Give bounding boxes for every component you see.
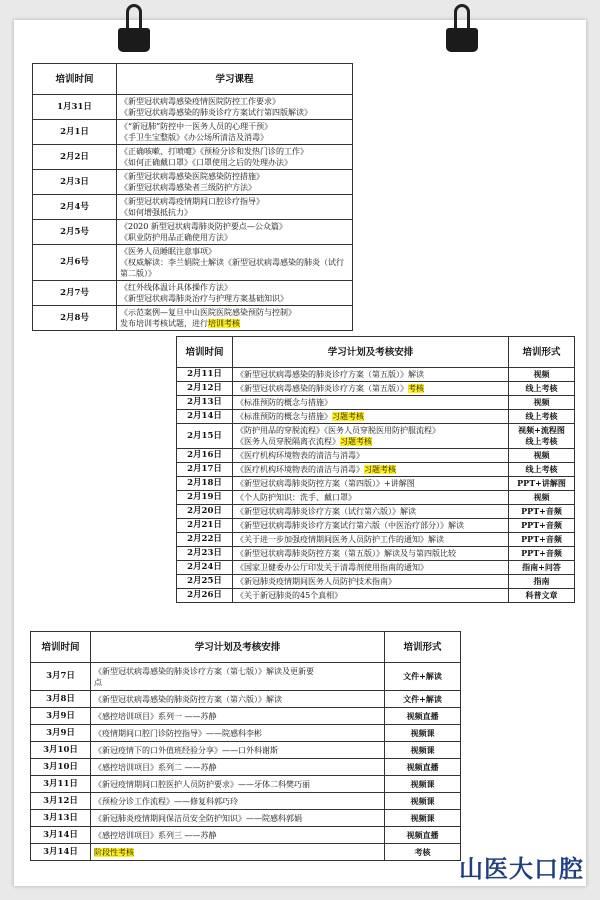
course-line [236, 450, 505, 461]
format-text: 线上考核 [525, 464, 558, 474]
highlighted-text: 习题考核 [364, 465, 396, 474]
course-line [94, 779, 381, 790]
course-text: 《新型冠状病毒肺炎防控方案（第四版）》+讲解图 [236, 479, 415, 488]
format-cell [509, 533, 575, 547]
course-text: 《感控培训项目》系列三 ——苏静 [94, 830, 217, 840]
course-text: 《新型冠状病毒肺炎治疗与护理方案基础知识》 [120, 294, 288, 303]
course-line [120, 157, 349, 168]
course-cell [233, 463, 509, 477]
format-text: 指南+问答 [522, 562, 561, 572]
course-line [120, 221, 349, 232]
plan-table-mar [30, 631, 461, 861]
format-text: 视频直播 [406, 761, 439, 772]
table-row [177, 368, 575, 382]
course-text: 《新型冠状病毒感染疫情医院防控工作要求》 [120, 97, 280, 106]
format-text: 视频课 [410, 812, 435, 823]
course-text: 《新冠疫情下的口外值班经验分享》——口外科谢斯 [94, 745, 278, 755]
course-line [236, 369, 505, 380]
highlighted-text: 考核 [408, 384, 424, 393]
course-cell [117, 170, 353, 195]
course-line [94, 796, 381, 807]
course-text: 《新型冠状病毒感染的肺炎诊疗方案（第七版）》解读及更新要 [94, 666, 314, 676]
course-line [236, 576, 505, 587]
course-line [236, 548, 505, 559]
course-line [236, 492, 505, 503]
date-cell: 2月11日 [177, 368, 233, 382]
table-row [177, 547, 575, 561]
date-cell: 1月31日 [33, 95, 117, 120]
column-header: 培训时间 [177, 337, 233, 368]
course-cell [91, 793, 385, 810]
course-line [120, 257, 349, 268]
format-text: 文件+解读 [403, 671, 442, 681]
format-text: PPT+讲解图 [517, 478, 566, 488]
course-text: 《医疗机构环境物表的清洁与消毒》 [236, 465, 364, 474]
format-cell [509, 449, 575, 463]
course-line [120, 196, 349, 207]
format-cell [385, 827, 461, 844]
format-cell [385, 708, 461, 725]
date-cell: 2月1日 [33, 120, 117, 145]
course-text: 《医务人员睡眠注意事项》 [120, 247, 216, 256]
course-line [120, 207, 349, 218]
date-cell: 2月14日 [177, 410, 233, 424]
course-cell [91, 810, 385, 827]
course-text: 《正确咳嗽、打喷嚏》《预检分诊和发热门诊的工作》 [120, 147, 308, 156]
format-text: 线上考核 [525, 383, 558, 393]
table-row [177, 575, 575, 589]
date-cell: 3月9日 [31, 708, 91, 725]
column-header: 培训形式 [509, 337, 575, 368]
course-line [236, 425, 505, 436]
table-row [177, 396, 575, 410]
date-cell: 2月12日 [177, 382, 233, 396]
table-row [177, 491, 575, 505]
format-text: 视频直播 [406, 829, 439, 840]
highlighted-text: 习题考核 [340, 437, 372, 446]
table-row [177, 410, 575, 424]
date-cell: 3月7日 [31, 663, 91, 691]
course-text: 《如何正确戴口罩》《口罩使用之后的处理办法》 [120, 158, 292, 167]
course-text: 点 [94, 677, 102, 687]
course-cell [233, 575, 509, 589]
course-cell [233, 477, 509, 491]
course-cell [233, 547, 509, 561]
table-row [33, 245, 353, 281]
date-cell: 3月13日 [31, 810, 91, 827]
format-cell [509, 424, 575, 449]
course-text: 《手卫生宝整版》《办公场所清洁及消毒》 [120, 133, 268, 142]
course-cell [233, 561, 509, 575]
course-cell [91, 827, 385, 844]
course-text: 《新型冠状病毒感染医院感染防控措施》 [120, 172, 264, 181]
table-row [31, 810, 461, 827]
format-text: 线上考核 [525, 411, 558, 421]
format-cell [385, 725, 461, 742]
highlighted-text: 培训考核 [208, 319, 240, 328]
course-text: 《新型冠状病毒感染的肺炎防控方案（第六版）》解读 [94, 694, 282, 704]
date-cell: 2月7号 [33, 281, 117, 306]
format-text: 视频课 [410, 795, 435, 806]
course-text: 《医务人员穿脱隔离衣流程》 [236, 437, 340, 446]
course-line [94, 666, 381, 677]
course-cell [233, 589, 509, 603]
course-cell [117, 95, 353, 120]
course-cell [233, 533, 509, 547]
format-cell [509, 575, 575, 589]
date-cell: 2月18日 [177, 477, 233, 491]
course-cell [91, 725, 385, 742]
course-cell [117, 145, 353, 170]
format-text: 文件+解读 [403, 693, 442, 704]
format-cell [509, 491, 575, 505]
course-text: 《标准预防的概念与措施》 [236, 412, 332, 421]
format-cell [509, 505, 575, 519]
course-text: 《新型冠状病毒肺炎诊疗方案试行第六版（中医治疗部分）》解读 [236, 521, 464, 530]
course-text: 《医疗机构环境物表的清洁与消毒》 [236, 451, 364, 460]
table-row [177, 463, 575, 477]
format-cell [509, 547, 575, 561]
course-text: 《新型冠状病毒感染的肺炎诊疗方案试行第四版解读》 [120, 108, 312, 117]
course-line [236, 506, 505, 517]
format-text: 指南 [533, 576, 550, 586]
format-text: PPT+音频 [521, 520, 562, 530]
course-line [120, 307, 349, 318]
format-text: 视频 [533, 492, 550, 502]
column-header: 学习课程 [117, 64, 353, 95]
format-text: PPT+音频 [521, 506, 562, 516]
date-cell: 3月14日 [31, 827, 91, 844]
course-cell [233, 396, 509, 410]
column-header: 培训时间 [31, 632, 91, 663]
course-text: 《如何增强抵抗力》 [120, 208, 192, 217]
course-cell [233, 410, 509, 424]
date-cell: 3月11日 [31, 776, 91, 793]
table-row [31, 793, 461, 810]
format-cell [385, 742, 461, 759]
course-cell [117, 281, 353, 306]
highlighted-text: 习题考核 [332, 412, 364, 421]
course-cell [233, 505, 509, 519]
format-text: PPT+音频 [521, 534, 562, 544]
course-line [236, 520, 505, 531]
course-cell [233, 368, 509, 382]
date-cell: 3月10日 [31, 759, 91, 776]
date-cell: 3月10日 [31, 742, 91, 759]
course-line [94, 711, 381, 722]
format-text: 视频课 [410, 778, 435, 789]
format-cell [509, 477, 575, 491]
course-line [120, 293, 349, 304]
binder-clip-left-icon [118, 4, 150, 62]
course-text: 《新冠肺炎疫情期间保洁员安全防护知识》——院感科郭娟 [94, 813, 302, 823]
date-cell: 2月8号 [33, 306, 117, 331]
course-cell [233, 424, 509, 449]
course-cell [91, 742, 385, 759]
course-line [94, 694, 381, 705]
table-row [33, 95, 353, 120]
course-text: 发布培训考核试题，进行 [120, 319, 208, 328]
course-line [120, 132, 349, 143]
course-cell [117, 120, 353, 145]
course-cell [91, 759, 385, 776]
table-row [177, 382, 575, 396]
date-cell: 2月24日 [177, 561, 233, 575]
format-cell [509, 463, 575, 477]
course-table-jan-feb [32, 63, 353, 331]
format-text: 视频 [533, 450, 550, 460]
column-header: 学习计划及考核安排 [233, 337, 509, 368]
course-text: 《新型冠状病毒肺炎诊疗方案（试行第六版）》解读 [236, 507, 416, 516]
course-text: 《新型冠状病毒疫情期间口腔诊疗指导》 [120, 197, 264, 206]
table-row [177, 561, 575, 575]
table-row [177, 449, 575, 463]
course-cell [233, 449, 509, 463]
course-line [120, 107, 349, 118]
course-text: 《个人防护知识：洗手、戴口罩》 [236, 493, 356, 502]
course-line [94, 762, 381, 773]
format-cell [509, 519, 575, 533]
course-line [120, 282, 349, 293]
course-line [236, 383, 505, 394]
course-text: 《新型冠状病毒肺炎防控方案（第五版）》解读及与第四版比较 [236, 549, 456, 558]
course-line [94, 745, 381, 756]
date-cell: 3月14日 [31, 844, 91, 861]
course-line [120, 246, 349, 257]
format-cell [509, 589, 575, 603]
course-cell [233, 519, 509, 533]
format-cell [509, 410, 575, 424]
course-text: 《疫情期间口腔门诊防控指导》——院感科李彬 [94, 728, 262, 738]
course-line [120, 96, 349, 107]
hospital-logo: 山医大口腔 [459, 855, 584, 883]
table-row [177, 424, 575, 449]
table-row [33, 220, 353, 245]
course-line [236, 478, 505, 489]
format-cell [509, 368, 575, 382]
date-cell: 2月19日 [177, 491, 233, 505]
table-row [177, 533, 575, 547]
course-text: 《新型冠状病毒感染的肺炎诊疗方案（第五版）》 [236, 384, 408, 393]
table-row [177, 589, 575, 603]
table-row [33, 195, 353, 220]
format-cell [385, 793, 461, 810]
course-line [94, 830, 381, 841]
table-row [31, 663, 461, 691]
course-line [94, 813, 381, 824]
format-text: 视频 [533, 369, 550, 379]
date-cell: 2月2日 [33, 145, 117, 170]
highlighted-text: 阶段性考核 [94, 847, 134, 857]
date-cell: 2月6号 [33, 245, 117, 281]
course-text: 《新型冠状病毒感染者三级防护方法》 [120, 183, 256, 192]
course-cell [117, 195, 353, 220]
table-row [33, 145, 353, 170]
table-row [31, 708, 461, 725]
course-cell [117, 306, 353, 331]
table-row [33, 281, 353, 306]
table-row [33, 306, 353, 331]
format-cell [385, 844, 461, 861]
column-header: 学习计划及考核安排 [91, 632, 385, 663]
course-line [120, 121, 349, 132]
table-row [31, 827, 461, 844]
column-header: 培训形式 [385, 632, 461, 663]
course-text: 《预检分诊工作流程》——修复科郭巧玲 [94, 796, 238, 806]
course-text: 《感控培训项目》系列一 ——苏静 [94, 711, 217, 721]
date-cell: 2月25日 [177, 575, 233, 589]
course-text: 《示范案例—复旦中山医院医院感染预防与控制》 [120, 308, 296, 317]
date-cell: 2月26日 [177, 589, 233, 603]
course-line [94, 728, 381, 739]
course-text: 《红外线体温计具体操作方法》 [120, 283, 232, 292]
table-header-row [33, 64, 353, 95]
course-cell [91, 776, 385, 793]
table-row [177, 505, 575, 519]
course-line [236, 397, 505, 408]
course-line [120, 146, 349, 157]
course-text: 《新冠疫情期间口腔医护人员防护要求》——牙体二科樊巧丽 [94, 779, 310, 789]
format-text: PPT+音频 [521, 548, 562, 558]
course-line [236, 562, 505, 573]
course-cell [91, 844, 385, 861]
course-cell [117, 245, 353, 281]
course-line [236, 534, 505, 545]
format-cell [509, 396, 575, 410]
format-cell [385, 810, 461, 827]
course-line [120, 171, 349, 182]
course-text: 《新型冠状病毒感染的肺炎诊疗方案（第五版）》解读 [236, 370, 424, 379]
course-line [120, 182, 349, 193]
course-cell [233, 382, 509, 396]
format-cell [385, 759, 461, 776]
plan-table-feb [176, 336, 575, 603]
table-row [31, 776, 461, 793]
date-cell: 2月4号 [33, 195, 117, 220]
date-cell: 2月5号 [33, 220, 117, 245]
format-cell [385, 691, 461, 708]
course-text: 《国家卫健委办公厅印发关于清毒剂使用指南的通知》 [236, 563, 428, 572]
course-text: 《防护用品的穿脱流程》《医务人员穿脱医用防护服流程》 [236, 426, 440, 435]
course-text: 《权威解读：李兰娟院士解读《新型冠状病毒感染的肺炎（试行 [120, 258, 344, 267]
course-cell [91, 663, 385, 691]
course-text: 《标准预防的概念与措施》 [236, 398, 332, 407]
column-header: 培训时间 [33, 64, 117, 95]
date-cell: 2月17日 [177, 463, 233, 477]
course-line [236, 464, 505, 475]
table-header-row [31, 632, 461, 663]
course-line [236, 590, 505, 601]
course-line [120, 268, 349, 279]
date-cell: 3月12日 [31, 793, 91, 810]
course-cell [91, 708, 385, 725]
course-line [94, 847, 381, 858]
format-text: 科普文章 [525, 590, 558, 600]
course-line [236, 411, 505, 422]
date-cell: 2月22日 [177, 533, 233, 547]
date-cell: 2月3日 [33, 170, 117, 195]
date-cell: 3月8日 [31, 691, 91, 708]
format-text: 视频+流程图 [518, 425, 565, 435]
course-line [94, 677, 381, 688]
date-cell: 2月15日 [177, 424, 233, 449]
table-row [31, 725, 461, 742]
format-text: 视频 [533, 397, 550, 407]
date-cell: 2月23日 [177, 547, 233, 561]
course-text: 《新冠肺炎疫情期间医务人员防护技术指南》 [236, 577, 396, 586]
course-cell [233, 491, 509, 505]
course-text: 《职业防护用品正确使用方法》 [120, 233, 232, 242]
date-cell: 2月16日 [177, 449, 233, 463]
format-text: 考核 [414, 846, 431, 857]
course-line [236, 436, 505, 447]
format-cell [385, 663, 461, 691]
format-text: 视频课 [410, 744, 435, 755]
course-cell [117, 220, 353, 245]
course-cell [91, 691, 385, 708]
table-row [177, 477, 575, 491]
table-row [31, 844, 461, 861]
table-row [33, 170, 353, 195]
format-text: 视频直播 [406, 710, 439, 721]
course-text: 《关于进一步加强疫情期间医务人员防护工作的通知》解读 [236, 535, 444, 544]
format-text: 线上考核 [525, 436, 558, 446]
course-line [120, 232, 349, 243]
format-cell [509, 561, 575, 575]
table-row [31, 759, 461, 776]
table-row [31, 742, 461, 759]
format-text: 视频课 [410, 727, 435, 738]
date-cell: 2月13日 [177, 396, 233, 410]
date-cell: 2月21日 [177, 519, 233, 533]
table-row [177, 519, 575, 533]
format-cell [509, 382, 575, 396]
table-row [31, 691, 461, 708]
table-row [33, 120, 353, 145]
course-text: 《“新冠肺”防控中一医务人员的心理干预》 [120, 122, 273, 131]
course-line [120, 318, 349, 329]
binder-clip-right-icon [446, 4, 478, 62]
date-cell: 2月20日 [177, 505, 233, 519]
course-text: 《感控培训项目》系列二 ——苏静 [94, 762, 217, 772]
course-text: 《2020 新型冠状病毒肺炎防护要点—公众篇》 [120, 222, 287, 231]
course-text: 《关于新冠肺炎的45个真相》 [236, 591, 343, 600]
format-cell [385, 776, 461, 793]
date-cell: 3月9日 [31, 725, 91, 742]
table-header-row [177, 337, 575, 368]
course-text: 第二版）》 [120, 269, 156, 278]
